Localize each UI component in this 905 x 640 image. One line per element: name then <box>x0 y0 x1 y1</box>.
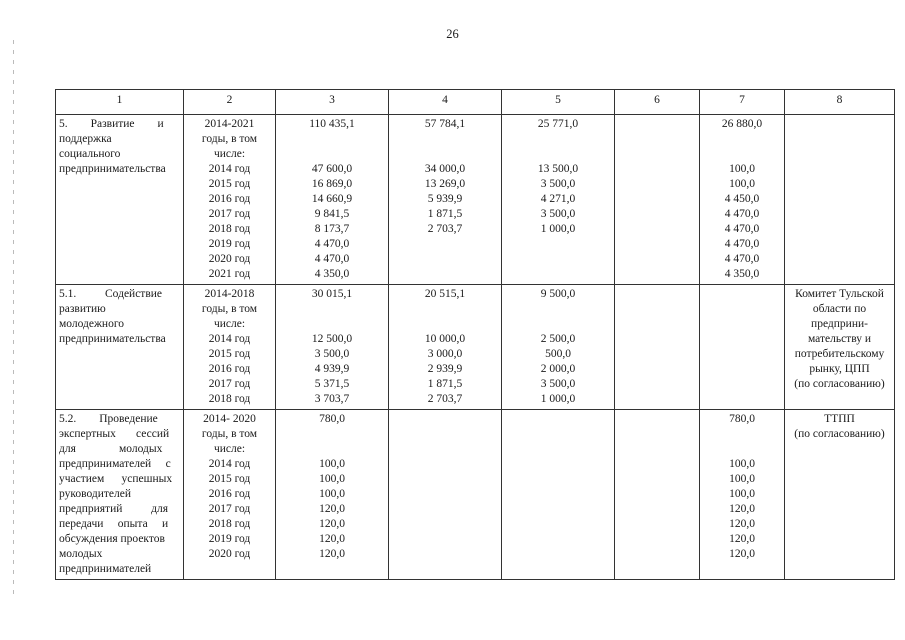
measure-name-line: обсуждения проектов <box>59 533 165 545</box>
measure-name-line: предпринимателей <box>59 563 152 575</box>
spacer <box>703 132 781 147</box>
spacer <box>392 147 498 162</box>
year-value: 4 470,0 <box>724 208 760 220</box>
org-line: потребительскому <box>794 348 885 360</box>
year-label: 2015 год <box>208 178 251 190</box>
header-cell: 7 <box>700 90 785 115</box>
year-label: 2017 год <box>208 503 251 515</box>
spacer <box>505 317 611 332</box>
measure-name-line: 5. Развитие и <box>59 118 164 130</box>
total-value <box>618 287 696 302</box>
col7-cell <box>700 115 785 285</box>
year-value: 100,0 <box>729 458 755 470</box>
measure-name-line: экспертных сессий <box>59 428 170 440</box>
year-value: 13 500,0 <box>537 163 579 175</box>
spacer <box>392 442 498 457</box>
header-cell: 5 <box>502 90 615 115</box>
year-value: 13 269,0 <box>424 178 466 190</box>
spacer <box>392 427 498 442</box>
measure-name-line: социального <box>59 148 121 160</box>
year-value: 100,0 <box>319 473 345 485</box>
period-cell <box>184 410 276 580</box>
period-line: числе: <box>213 148 246 160</box>
total-value <box>618 412 696 427</box>
year-value: 120,0 <box>319 548 345 560</box>
header-cell: 8 <box>785 90 895 115</box>
spacer <box>279 147 385 162</box>
period-line: числе: <box>213 443 246 455</box>
year-value: 3 500,0 <box>540 178 576 190</box>
total-value: 57 784,1 <box>424 118 466 130</box>
header-cell: 4 <box>389 90 502 115</box>
period-cell <box>184 285 276 410</box>
total-value <box>618 117 696 132</box>
year-value: 1 000,0 <box>540 223 576 235</box>
org-line: (по согласованию) <box>794 378 885 390</box>
measure-name-line: предпринимательства <box>59 163 166 175</box>
responsible-org-cell <box>785 115 895 285</box>
year-value: 5 939,9 <box>427 193 463 205</box>
year-value: 3 000,0 <box>427 348 463 360</box>
year-value <box>505 267 611 282</box>
year-label: 2017 год <box>208 378 251 390</box>
col6-cell <box>615 410 700 580</box>
measure-name-line: 5.1. Содействие <box>59 288 163 300</box>
year-value <box>392 267 498 282</box>
year-label: 2014 год <box>208 333 251 345</box>
year-value: 4 470,0 <box>314 253 350 265</box>
year-value: 120,0 <box>729 518 755 530</box>
year-value <box>505 237 611 252</box>
measure-name-line: поддержка <box>59 133 112 145</box>
year-label: 2018 год <box>208 393 251 405</box>
spacer <box>618 132 696 147</box>
year-value: 120,0 <box>319 503 345 515</box>
year-value: 2 500,0 <box>540 333 576 345</box>
year-value: 120,0 <box>729 503 755 515</box>
total-value: 9 500,0 <box>540 288 576 300</box>
measure-name-line: 5.2. Проведение <box>59 413 158 425</box>
spacer <box>392 132 498 147</box>
spacer <box>618 147 696 162</box>
org-line: Комитет Тульской <box>795 288 884 300</box>
year-value: 10 000,0 <box>424 333 466 345</box>
spacer <box>618 427 696 442</box>
col4-cell <box>389 115 502 285</box>
year-value: 2 703,7 <box>427 223 463 235</box>
measure-name-line: руководителей <box>59 488 132 500</box>
spacer <box>618 317 696 332</box>
year-value: 4 470,0 <box>724 253 760 265</box>
spacer <box>279 442 385 457</box>
year-value: 4 470,0 <box>724 223 760 235</box>
year-value: 4 939,9 <box>314 363 350 375</box>
year-label: 2016 год <box>208 363 251 375</box>
year-value: 1 871,5 <box>427 378 463 390</box>
year-value: 1 000,0 <box>540 393 576 405</box>
year-value: 2 939,9 <box>427 363 463 375</box>
total-value: 25 771,0 <box>537 118 579 130</box>
year-value: 4 350,0 <box>314 268 350 280</box>
responsible-org-cell <box>785 285 895 410</box>
period-line: 2014-2021 <box>204 118 255 130</box>
year-label: 2017 год <box>208 208 251 220</box>
year-value <box>392 237 498 252</box>
spacer <box>703 302 781 317</box>
spacer <box>505 442 611 457</box>
total-value: 780,0 <box>729 413 755 425</box>
col7-cell <box>700 410 785 580</box>
measure-name-line: молодежного <box>59 318 125 330</box>
measure-name-line: участием успешных <box>59 473 173 485</box>
year-value: 34 000,0 <box>424 163 466 175</box>
year-value: 3 703,7 <box>314 393 350 405</box>
spacer <box>703 427 781 442</box>
col6-cell <box>615 115 700 285</box>
year-value: 2 703,7 <box>427 393 463 405</box>
year-value: 100,0 <box>729 488 755 500</box>
year-value: 47 600,0 <box>311 163 353 175</box>
org-line: области по <box>812 303 867 315</box>
year-value: 3 500,0 <box>314 348 350 360</box>
page-number: 26 <box>446 27 459 41</box>
measure-name-cell <box>56 115 184 285</box>
year-value: 100,0 <box>319 458 345 470</box>
spacer <box>505 427 611 442</box>
year-value: 120,0 <box>319 518 345 530</box>
year-value <box>392 252 498 267</box>
measure-name-cell <box>56 285 184 410</box>
year-label: 2019 год <box>208 238 251 250</box>
total-value: 26 880,0 <box>721 118 763 130</box>
year-value: 4 470,0 <box>724 238 760 250</box>
measure-name-line: предприятий для <box>59 503 169 515</box>
year-value: 14 660,9 <box>311 193 353 205</box>
col7-cell <box>700 285 785 410</box>
spacer <box>279 427 385 442</box>
table-row <box>56 285 895 410</box>
year-value: 9 841,5 <box>314 208 350 220</box>
table-row <box>56 115 895 285</box>
total-value <box>505 412 611 427</box>
year-value: 100,0 <box>319 488 345 500</box>
year-label: 2016 год <box>208 193 251 205</box>
year-label: 2016 год <box>208 488 251 500</box>
year-value: 120,0 <box>729 548 755 560</box>
year-value: 500,0 <box>545 348 571 360</box>
spacer <box>279 317 385 332</box>
year-value: 100,0 <box>729 473 755 485</box>
col3-cell <box>276 410 389 580</box>
spacer <box>392 302 498 317</box>
year-label: 2014 год <box>208 163 251 175</box>
spacer <box>505 132 611 147</box>
measure-name-cell <box>56 410 184 580</box>
measure-name-line: предпринимательства <box>59 333 166 345</box>
year-value: 100,0 <box>729 163 755 175</box>
spacer <box>505 147 611 162</box>
spacer <box>279 302 385 317</box>
org-line: мательству и <box>807 333 872 345</box>
year-label: 2019 год <box>208 533 251 545</box>
year-value: 16 869,0 <box>311 178 353 190</box>
measure-name-line: развитию <box>59 303 106 315</box>
total-value: 30 015,1 <box>311 288 353 300</box>
spacer <box>703 442 781 457</box>
period-line: годы, в том <box>201 133 258 145</box>
budget-table <box>55 89 895 580</box>
total-value: 780,0 <box>319 413 345 425</box>
year-label: 2018 год <box>208 223 251 235</box>
col5-cell <box>502 410 615 580</box>
col4-cell <box>389 285 502 410</box>
header-cell: 3 <box>276 90 389 115</box>
header-cell: 2 <box>184 90 276 115</box>
year-label: 2015 год <box>208 473 251 485</box>
scan-margin-mark <box>13 40 14 600</box>
measure-name-line: для молодых <box>59 443 163 455</box>
responsible-org-cell <box>785 410 895 580</box>
spacer <box>618 302 696 317</box>
col5-cell <box>502 115 615 285</box>
header-cell: 1 <box>56 90 184 115</box>
year-value: 2 000,0 <box>540 363 576 375</box>
period-cell <box>184 115 276 285</box>
measure-name-line: предпринимателей с <box>59 458 171 470</box>
header-cell: 6 <box>615 90 700 115</box>
spacer <box>279 132 385 147</box>
total-value: 110 435,1 <box>309 118 355 130</box>
header-row <box>56 90 895 115</box>
total-value <box>392 412 498 427</box>
year-value: 100,0 <box>729 178 755 190</box>
spacer <box>703 317 781 332</box>
year-label: 2015 год <box>208 348 251 360</box>
measure-name-line: молодых <box>59 548 103 560</box>
year-label: 2018 год <box>208 518 251 530</box>
spacer <box>392 317 498 332</box>
period-line: числе: <box>213 318 246 330</box>
spacer <box>703 147 781 162</box>
year-value <box>505 252 611 267</box>
org-line: (по согласованию) <box>794 428 885 440</box>
year-value: 5 371,5 <box>314 378 350 390</box>
col3-cell <box>276 285 389 410</box>
col5-cell <box>502 285 615 410</box>
year-value: 3 500,0 <box>540 208 576 220</box>
year-value: 4 470,0 <box>314 238 350 250</box>
spacer <box>618 442 696 457</box>
year-value: 8 173,7 <box>314 223 350 235</box>
period-line: годы, в том <box>201 428 258 440</box>
year-value: 4 350,0 <box>724 268 760 280</box>
org-line: рынку, ЦПП <box>809 363 870 375</box>
period-line: 2014- 2020 <box>203 413 256 425</box>
total-value <box>703 287 781 302</box>
col3-cell <box>276 115 389 285</box>
year-value: 120,0 <box>319 533 345 545</box>
org-line: предприни- <box>811 318 868 330</box>
year-value: 1 871,5 <box>427 208 463 220</box>
table-row <box>56 410 895 580</box>
spacer <box>505 302 611 317</box>
year-label: 2020 год <box>208 253 251 265</box>
year-value: 12 500,0 <box>311 333 353 345</box>
year-value: 4 450,0 <box>724 193 760 205</box>
period-line: годы, в том <box>201 303 258 315</box>
year-label: 2014 год <box>208 458 251 470</box>
year-value: 4 271,0 <box>540 193 576 205</box>
org-line: ТТПП <box>824 413 855 425</box>
total-value: 20 515,1 <box>424 288 466 300</box>
col6-cell <box>615 285 700 410</box>
col4-cell <box>389 410 502 580</box>
year-value: 120,0 <box>729 533 755 545</box>
year-label: 2021 год <box>208 268 251 280</box>
year-label: 2020 год <box>208 548 251 560</box>
period-line: 2014-2018 <box>204 288 255 300</box>
year-value: 3 500,0 <box>540 378 576 390</box>
measure-name-line: передачи опыта и <box>59 518 169 530</box>
